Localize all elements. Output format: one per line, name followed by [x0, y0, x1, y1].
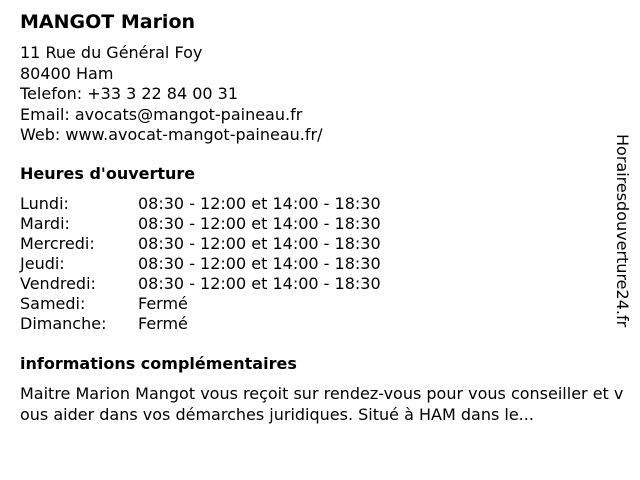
address-street: 11 Rue du Général Foy [20, 43, 203, 62]
site-watermark: Horairesdouverture24.fr [613, 134, 632, 328]
hours-row-saturday [20, 294, 381, 314]
opening-hours-heading: Heures d'ouverture [20, 164, 196, 183]
hours-row-monday [20, 194, 381, 214]
additional-info-heading: informations complémentaires [20, 354, 297, 373]
website-text: Web: www.avocat-mangot-paineau.fr/ [20, 125, 323, 144]
hours-day: Vendredi: [20, 274, 96, 293]
address-city: 80400 Ham [20, 63, 114, 83]
email-text: Email: avocats@mangot-paineau.fr [20, 104, 303, 124]
hours-day: Lundi: [20, 194, 69, 213]
hours-time: Fermé [138, 314, 188, 333]
hours-time: 08:30 - 12:00 et 14:00 - 18:30 [138, 254, 381, 273]
hours-row-thursday [20, 254, 381, 274]
hours-row-sunday [20, 314, 381, 334]
business-name: MANGOT Marion [20, 11, 196, 33]
hours-time: 08:30 - 12:00 et 14:00 - 18:30 [138, 234, 381, 253]
hours-row-wednesday [20, 234, 381, 254]
hours-time: 08:30 - 12:00 et 14:00 - 18:30 [138, 274, 381, 293]
contact-block [20, 43, 323, 146]
hours-row-tuesday [20, 214, 381, 234]
opening-hours-table [20, 194, 381, 334]
hours-time: 08:30 - 12:00 et 14:00 - 18:30 [138, 194, 381, 213]
phone-text: Telefon: +33 3 22 84 00 31 [20, 84, 239, 103]
hours-day: Mercredi: [20, 234, 95, 253]
additional-info-text: Maitre Marion Mangot vous reçoit sur rendez-vous pour vous conseiller et vous aider dans vos démarches juridiques. Situé à HAM dans le... [20, 384, 624, 424]
hours-day: Dimanche: [20, 314, 107, 333]
hours-day: Mardi: [20, 214, 70, 233]
hours-day: Samedi: [20, 294, 86, 313]
hours-time: 08:30 - 12:00 et 14:00 - 18:30 [138, 214, 381, 233]
hours-time: Fermé [138, 294, 188, 313]
hours-row-friday [20, 274, 381, 294]
hours-day: Jeudi: [20, 254, 65, 273]
